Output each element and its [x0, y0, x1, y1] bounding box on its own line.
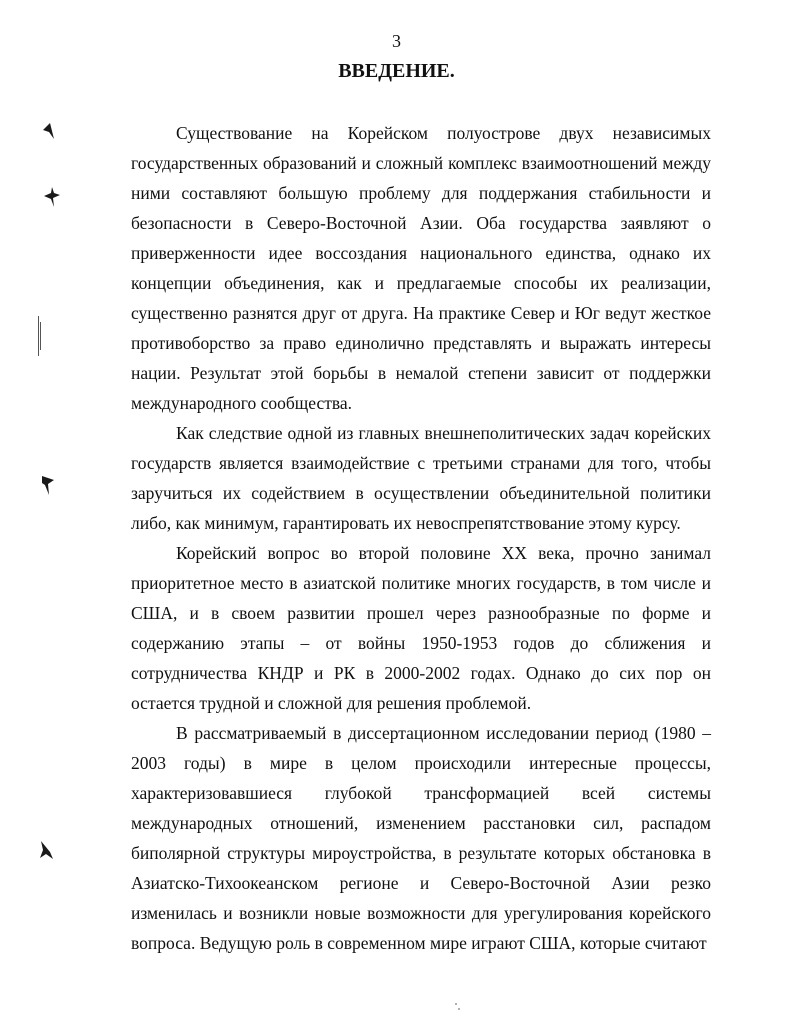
paragraph-4: В рассматриваемый в диссертационном исследовании период (1980 – 2003 годы) в мире в целом происходили интересные процессы, характеризовавшиеся глубокой трансформацией всей системы международных отношений, изменением расстановки сил, распадом биполярной структуры мироустройства, в результате которых обстановка в Азиатско-Тихоокеанском регионе и Северо-Восточной Азии резко изменилась и возникли новые возможности для урегулирования корейского вопроса. Ведущую роль в современном мире играют США, которые считают: [131, 723, 711, 953]
scan-mark-icon: [40, 122, 56, 140]
page-number: 3: [392, 31, 401, 51]
scan-mark-icon: [40, 474, 56, 496]
scan-speck: [458, 1008, 460, 1010]
page-title: ВВЕДЕНИЕ.: [338, 60, 455, 82]
scan-line: [38, 316, 39, 356]
scan-mark-icon: [38, 840, 54, 860]
scan-speck: [455, 1003, 457, 1005]
scan-line: [40, 322, 41, 350]
document-body: [131, 118, 711, 958]
paragraph-2: Как следствие одной из главных внешнеполитических задач корейских государств является взаимодействие с третьими странами для того, чтобы заручиться их содействием в осуществлении объединительной политики либо, как минимум, гарантировать их невоспрепятствование этому курсу.: [131, 423, 711, 533]
paragraph-1: Существование на Корейском полуострове двух независимых государственных образований и сложный комплекс взаимоотношений между ними составляют большую проблему для поддержания стабильности и безопасности в Северо-Восточной Азии. Оба государства заявляют о приверженности идее воссоздания национального единства, однако их концепции объединения, как и предлагаемые способы их реализации, существенно разнятся друг от друга. На практике Север и Юг ведут жесткое противоборство за право единолично представлять и выражать интересы нации. Результат этой борьбы в немалой степени зависит от поддержки международного сообщества.: [131, 123, 711, 413]
paragraph-3: Корейский вопрос во второй половине XX века, прочно занимал приоритетное место в азиатской политике многих государств, в том числе и США, и в своем развитии прошел через разнообразные по форме и содержанию этапы – от войны 1950-1953 годов до сближения и сотрудничества КНДР и РК в 2000-2002 годах. Однако до сих пор он остается трудной и сложной для решения проблемой.: [131, 543, 711, 713]
scan-mark-icon: [42, 186, 62, 208]
